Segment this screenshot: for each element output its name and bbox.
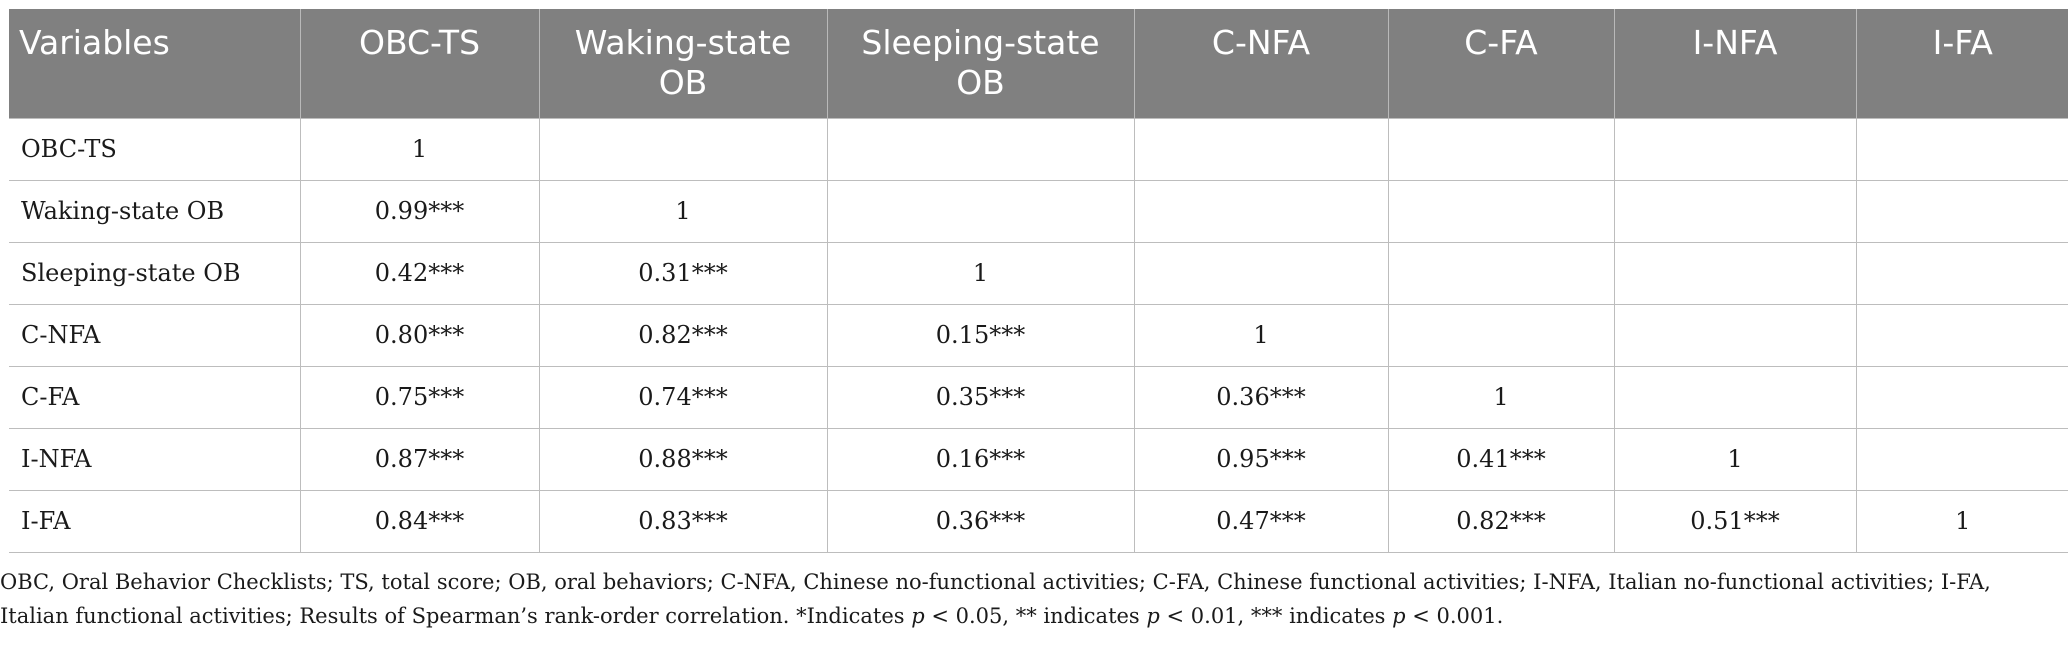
table-cell bbox=[1388, 118, 1614, 180]
table-cell bbox=[1134, 118, 1388, 180]
footnote-p-symbol: p bbox=[1392, 604, 1406, 628]
header-cell-variables: Variables bbox=[9, 9, 300, 118]
row-label: Sleeping-state OB bbox=[9, 242, 300, 304]
header-cell-c-fa: C-FA bbox=[1388, 9, 1614, 118]
table-cell bbox=[1388, 180, 1614, 242]
table-cell: 1 bbox=[827, 242, 1134, 304]
table-cell: 0.31*** bbox=[539, 242, 827, 304]
header-cell-waking-state-ob: Waking-state OB bbox=[539, 9, 827, 118]
table-cell bbox=[1856, 118, 2068, 180]
header-cell-sleeping-state-ob: Sleeping-state OB bbox=[827, 9, 1134, 118]
table-cell: 0.36*** bbox=[1134, 366, 1388, 428]
table-cell: 0.75*** bbox=[300, 366, 539, 428]
table-cell bbox=[1388, 242, 1614, 304]
table-footnote bbox=[0, 565, 2055, 633]
table-cell: 0.51*** bbox=[1614, 490, 1856, 552]
table-cell: 0.99*** bbox=[300, 180, 539, 242]
row-label: I-NFA bbox=[9, 428, 300, 490]
table-cell: 0.42*** bbox=[300, 242, 539, 304]
table-cell: 1 bbox=[1856, 490, 2068, 552]
table-cell bbox=[1856, 242, 2068, 304]
footnote-text-3: < 0.01, *** indicates bbox=[1159, 604, 1393, 628]
header-cell-i-fa: I-FA bbox=[1856, 9, 2068, 118]
header-cell-obc-ts: OBC-TS bbox=[300, 9, 539, 118]
table-cell bbox=[1856, 428, 2068, 490]
footnote-p-symbol: p bbox=[1146, 604, 1160, 628]
table-cell: 0.36*** bbox=[827, 490, 1134, 552]
table-row bbox=[9, 428, 2068, 490]
table-cell: 0.15*** bbox=[827, 304, 1134, 366]
row-label: C-FA bbox=[9, 366, 300, 428]
table-cell: 1 bbox=[1388, 366, 1614, 428]
table-cell: 0.95*** bbox=[1134, 428, 1388, 490]
table-cell: 0.82*** bbox=[539, 304, 827, 366]
table-row bbox=[9, 490, 2068, 552]
table-cell: 0.35*** bbox=[827, 366, 1134, 428]
footnote-p-symbol: p bbox=[911, 604, 925, 628]
table-cell: 0.88*** bbox=[539, 428, 827, 490]
footnote-text-4: < 0.001. bbox=[1405, 604, 1504, 628]
table-cell: 0.16*** bbox=[827, 428, 1134, 490]
table-cell bbox=[1614, 242, 1856, 304]
table-cell bbox=[1134, 180, 1388, 242]
table-cell bbox=[1614, 118, 1856, 180]
table-cell: 0.74*** bbox=[539, 366, 827, 428]
table-row bbox=[9, 304, 2068, 366]
table-cell bbox=[1388, 304, 1614, 366]
table-cell: 0.41*** bbox=[1388, 428, 1614, 490]
table-cell bbox=[827, 118, 1134, 180]
table-cell bbox=[1134, 242, 1388, 304]
table-cell: 0.87*** bbox=[300, 428, 539, 490]
table-cell: 0.82*** bbox=[1388, 490, 1614, 552]
table-cell: 1 bbox=[1614, 428, 1856, 490]
footnote-text-1: OBC, Oral Behavior Checklists; TS, total score; OB, oral behaviors; C-NFA, Chinese no-functional activities; C-FA, Chinese functional activities; I-NFA, Italian no-functional activities; I-FA, Italian functional activities; Results of Spearman’s rank-order correlation. *Indicates bbox=[0, 570, 1991, 628]
table-cell bbox=[1614, 304, 1856, 366]
header-cell-i-nfa: I-NFA bbox=[1614, 9, 1856, 118]
table-cell: 1 bbox=[539, 180, 827, 242]
header-row bbox=[9, 9, 2068, 118]
table-cell bbox=[1614, 180, 1856, 242]
row-label: C-NFA bbox=[9, 304, 300, 366]
table-cell bbox=[1856, 180, 2068, 242]
table-cell bbox=[539, 118, 827, 180]
table-cell: 1 bbox=[1134, 304, 1388, 366]
table-row bbox=[9, 180, 2068, 242]
table-cell: 0.80*** bbox=[300, 304, 539, 366]
row-label: I-FA bbox=[9, 490, 300, 552]
table-cell bbox=[1856, 366, 2068, 428]
footnote-text-2: < 0.05, ** indicates bbox=[924, 604, 1147, 628]
table-row bbox=[9, 242, 2068, 304]
header-cell-c-nfa: C-NFA bbox=[1134, 9, 1388, 118]
table-cell: 1 bbox=[300, 118, 539, 180]
table-cell bbox=[1614, 366, 1856, 428]
correlation-table bbox=[9, 9, 2068, 553]
table-cell: 0.83*** bbox=[539, 490, 827, 552]
table-cell bbox=[827, 180, 1134, 242]
table-cell: 0.84*** bbox=[300, 490, 539, 552]
table-row bbox=[9, 118, 2068, 180]
table-cell: 0.47*** bbox=[1134, 490, 1388, 552]
row-label: Waking-state OB bbox=[9, 180, 300, 242]
row-label: OBC-TS bbox=[9, 118, 300, 180]
table-cell bbox=[1856, 304, 2068, 366]
table-row bbox=[9, 366, 2068, 428]
